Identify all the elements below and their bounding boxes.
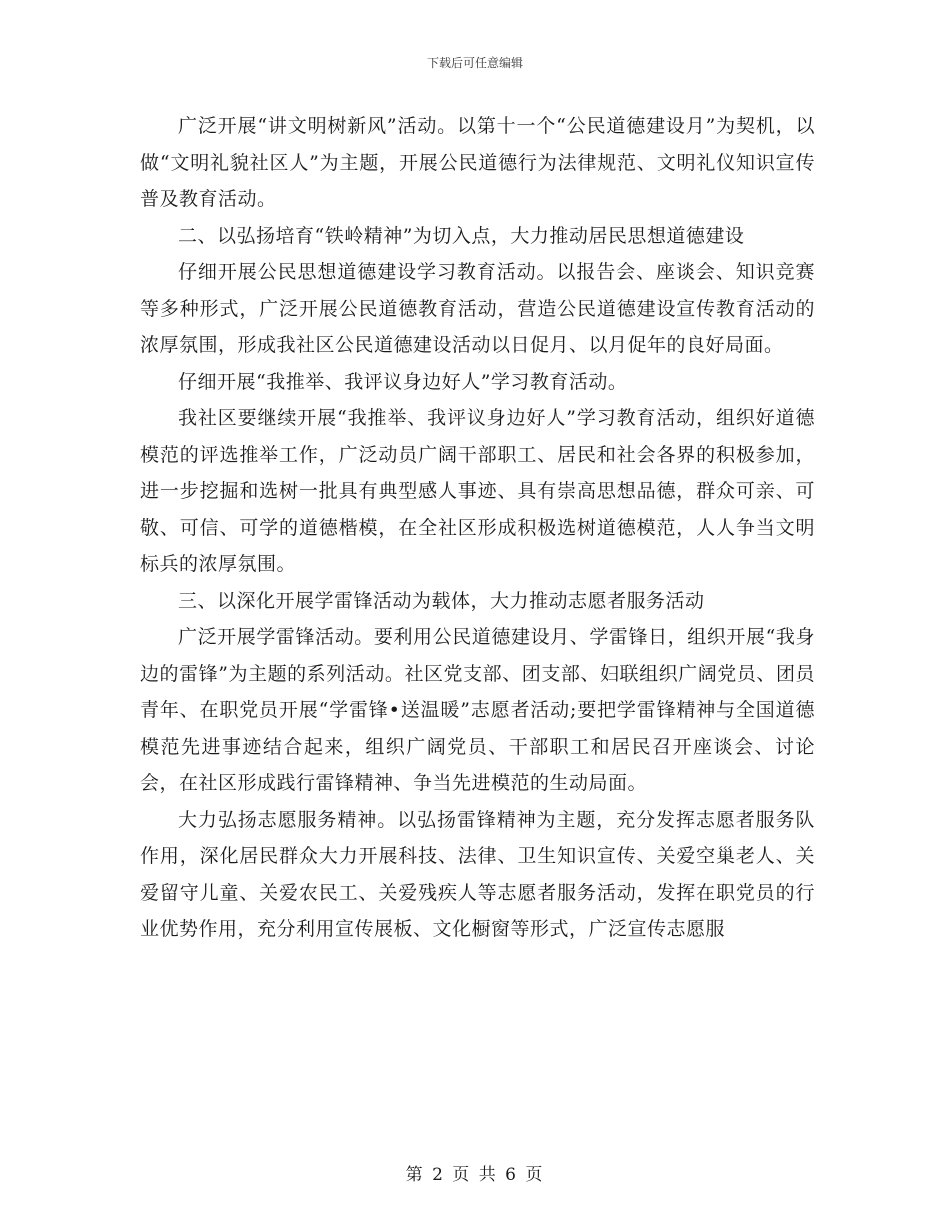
page-header: 下载后可任意编辑 bbox=[426, 56, 523, 70]
paragraph: 广泛开展学雷锋活动。要利用公民道德建设月、学雷锋日，组织开展“我身边的雷锋”为主题的系列活动。社区党支部、团支部、妇联组织广阔党员、团员青年、在职党员开展“学雷锋•送温暖”志愿者活动;要把学雷锋精神与全国道德模范先进事迹结合起来，组织广阔党员、干部职工和居民召开座谈会、讨论会，在社区形成践行雷锋精神、争当先进模范的生动局面。 bbox=[140, 626, 815, 794]
paragraph: 我社区要继续开展“我推举、我评议身边好人”学习教育活动，组织好道德模范的评选推举工作，广泛动员广阔干部职工、居民和社会各界的积极参加，进一步挖掘和选树一批具有典型感人事迹、具有崇高思想品德，群众可亲、可敬、可信、可学的道德楷模，在全社区形成积极选树道德模范，人人争当文明标兵的浓厚氛围。 bbox=[140, 407, 815, 575]
paragraph: 仔细开展公民思想道德建设学习教育活动。以报告会、座谈会、知识竞赛等多种形式，广泛开展公民道德教育活动，营造公民道德建设宣传教育活动的浓厚氛围，形成我社区公民道德建设活动以日促月、以月促年的良好局面。 bbox=[140, 261, 815, 356]
section-heading: 三、以深化开展学雷锋活动为载体，大力推动志愿者服务活动 bbox=[178, 589, 705, 612]
section-heading: 二、以弘扬培育“铁岭精神”为切入点，大力推动居民思想道德建设 bbox=[178, 224, 745, 247]
page-footer: 第 2 页 共 6 页 bbox=[405, 1165, 545, 1185]
paragraph: 大力弘扬志愿服务精神。以弘扬雷锋精神为主题，充分发挥志愿者服务队作用，深化居民群众大力开展科技、法律、卫生知识宣传、关爱空巢老人、关爱留守儿童、关爱农民工、关爱残疾人等志愿者服务活动，发挥在职党员的行业优势作用，充分利用宣传展板、文化橱窗等形式，广泛宣传志愿服 bbox=[140, 808, 815, 940]
document-body bbox=[140, 108, 815, 948]
paragraph: 仔细开展“我推举、我评议身边好人”学习教育活动。 bbox=[178, 370, 628, 393]
paragraph: 广泛开展“讲文明树新风”活动。以第十一个“公民道德建设月”为契机，以做“文明礼貌社区人”为主题，开展公民道德行为法律规范、文明礼仪知识宣传普及教育活动。 bbox=[140, 115, 815, 210]
